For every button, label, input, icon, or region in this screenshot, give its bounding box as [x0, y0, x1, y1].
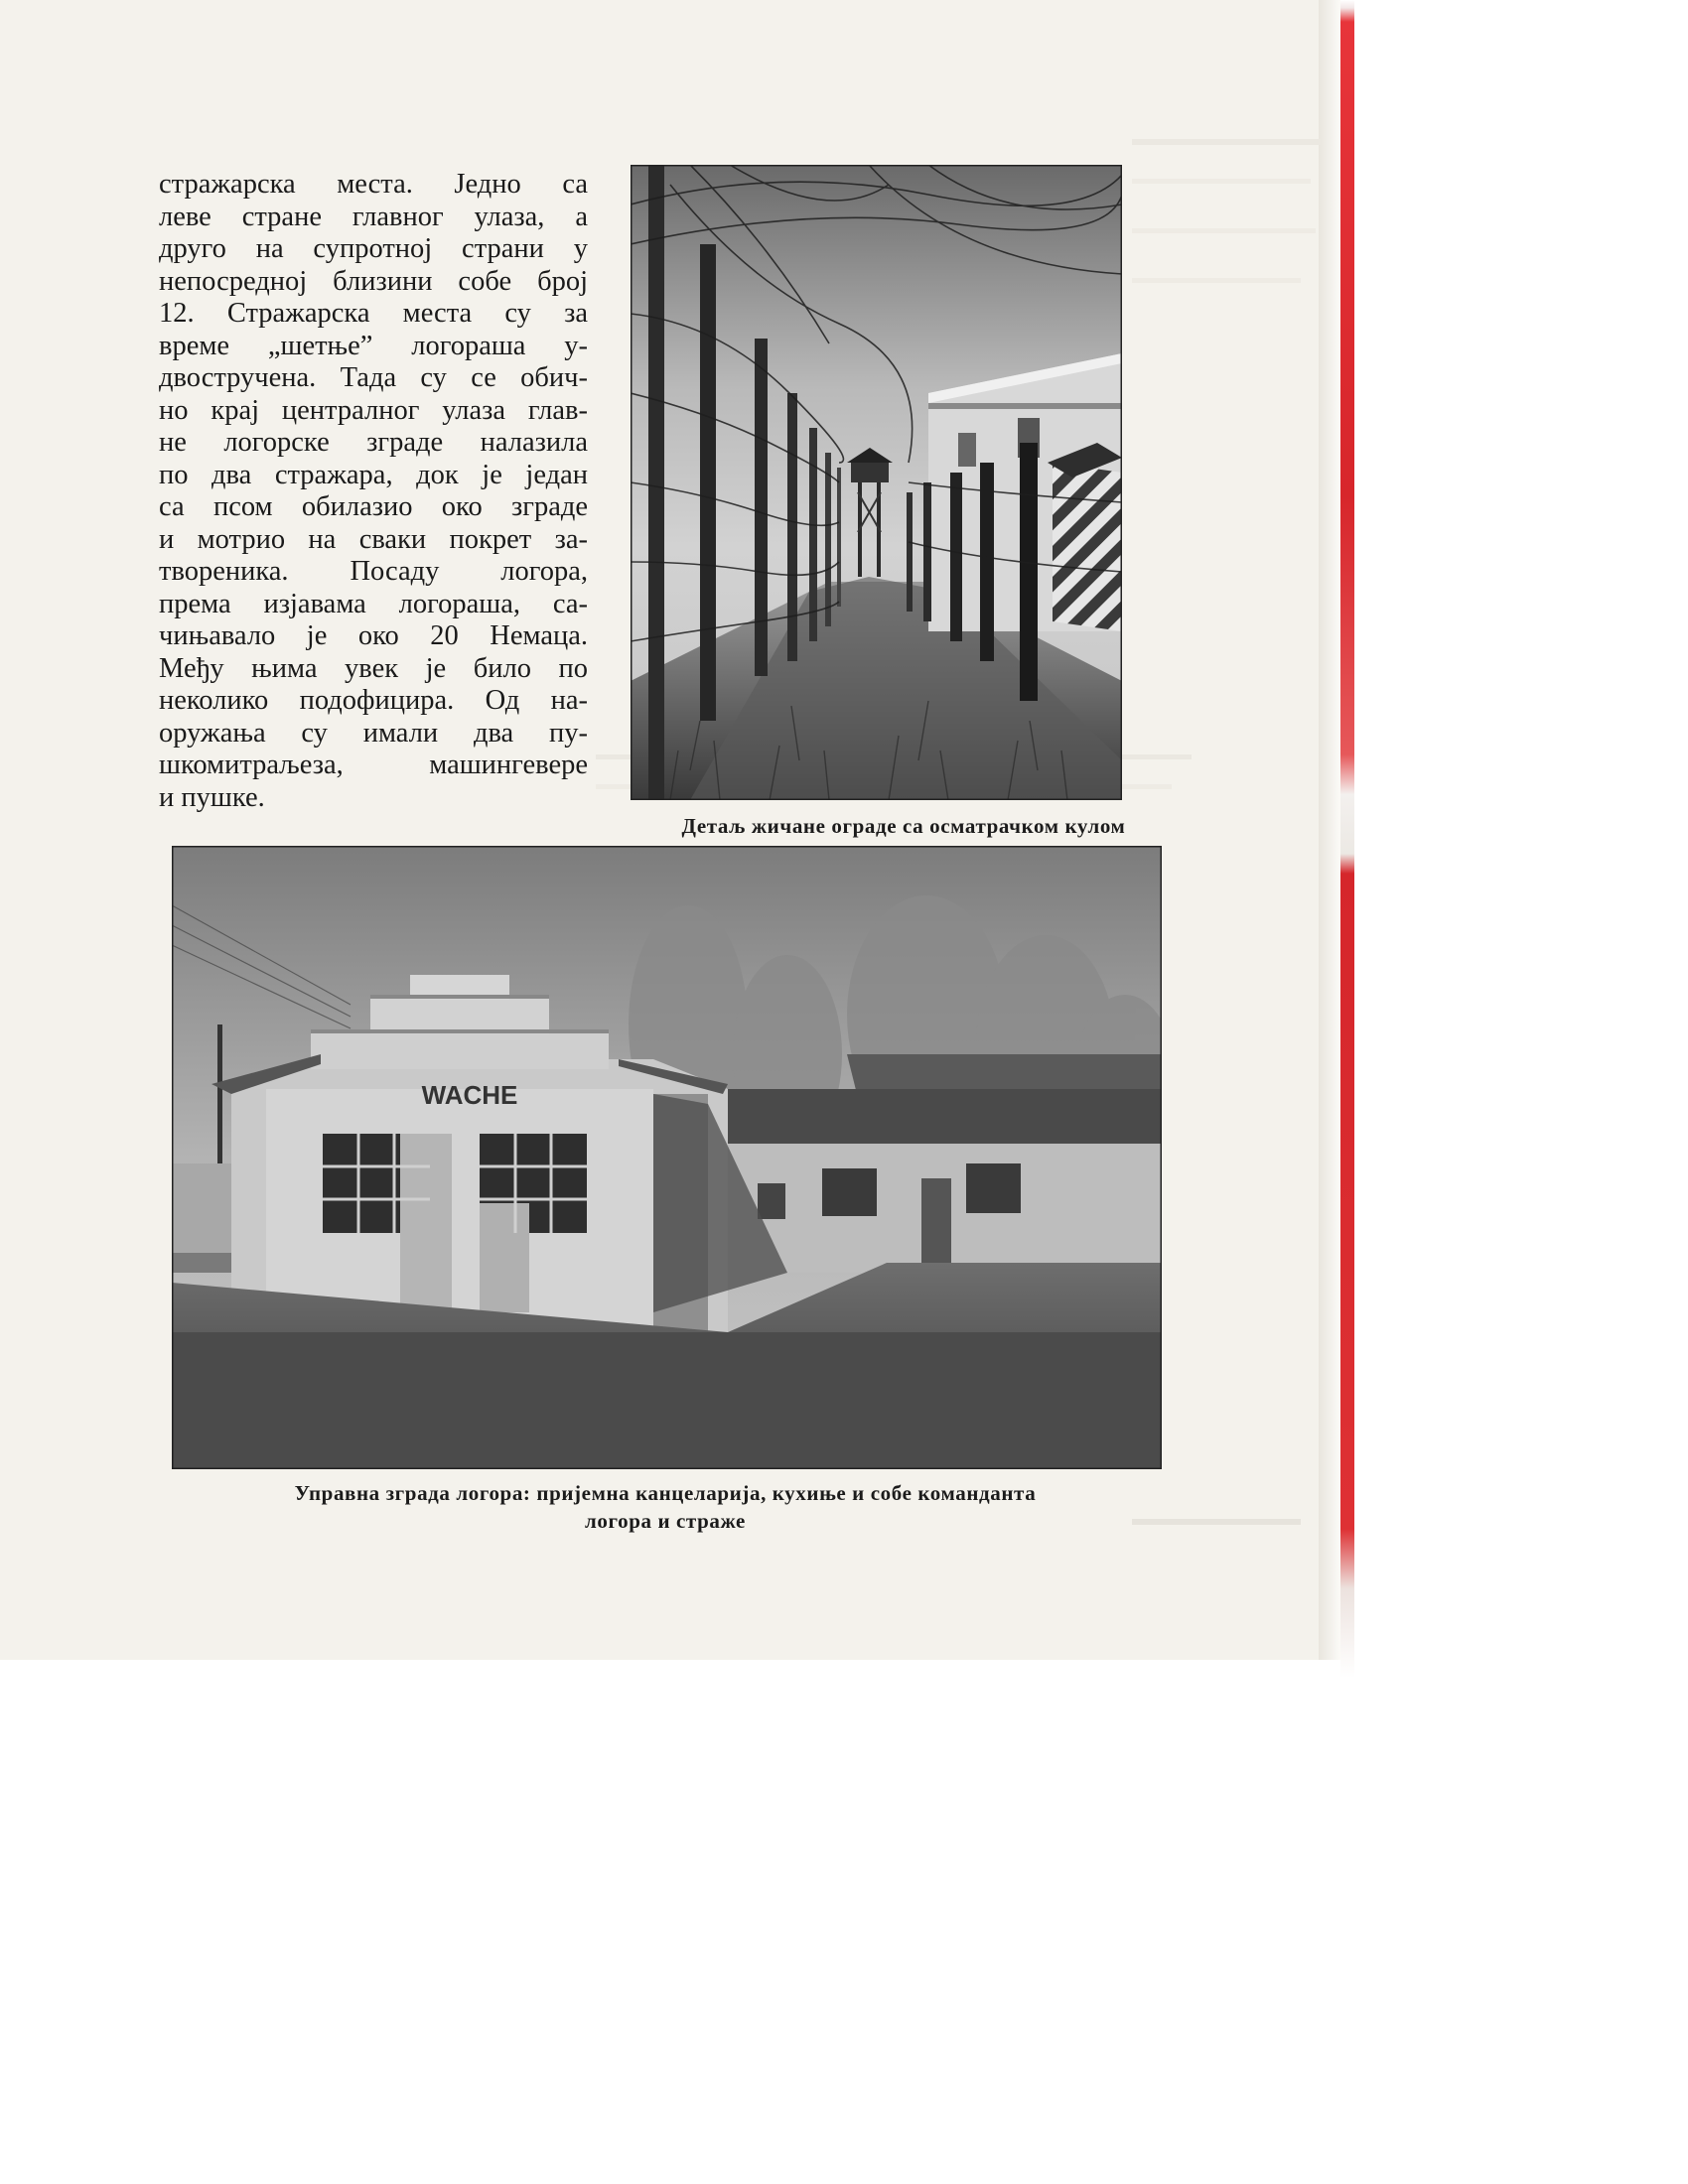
body-line: 12. Стражарска места су за: [159, 298, 588, 329]
red-cover-edge: [1340, 0, 1354, 1678]
body-line: и пушке.: [159, 781, 265, 813]
wache-sign: WACHE: [421, 1080, 518, 1110]
body-line: време „шетње” логораша у-: [159, 330, 588, 361]
body-line: оружања су имали два пу-: [159, 717, 588, 749]
body-line: стражарска места. Једно са: [159, 169, 588, 200]
fence-watchtower-photo: [631, 165, 1122, 800]
body-text-column: [159, 169, 588, 814]
body-line: не логорске зграде налазила: [159, 427, 588, 458]
administration-building-photo: [172, 846, 1162, 1469]
building-caption-line1: Управна зграда логора: пријемна канцеларија, кухиње и собе команданта: [294, 1481, 1037, 1505]
body-line: чињавало је око 20 Немаца.: [159, 620, 588, 651]
body-line: твореника. Посаду логора,: [159, 556, 588, 587]
body-line: леве стране главног улаза, а: [159, 201, 588, 232]
page-fold-shadow: [1319, 0, 1340, 1660]
body-line: друго на супротној страни у: [159, 233, 588, 264]
body-line: према изјавама логораша, са-: [159, 588, 588, 619]
building-caption-line2: логора и страже: [585, 1509, 746, 1533]
body-line: но крај централног улаза глав-: [159, 394, 588, 426]
building-photo-caption: [169, 1479, 1162, 1535]
body-line: шкомитраљеза, машингевере: [159, 750, 588, 780]
body-line: Међу њима увек је било по: [159, 652, 588, 684]
body-line: са псом обилазио око зграде: [159, 491, 588, 522]
body-line: двостручена. Тада су се обич-: [159, 362, 588, 393]
fence-photo-caption: Детаљ жичане ограде са осматрачком кулом: [681, 814, 1126, 838]
body-line: непосредној близини собе број: [159, 265, 588, 297]
body-line: по два стражара, док је један: [159, 459, 588, 490]
body-line: неколико подофицира. Од на-: [159, 685, 588, 716]
body-line: и мотрио на сваки покрет за-: [159, 523, 588, 555]
